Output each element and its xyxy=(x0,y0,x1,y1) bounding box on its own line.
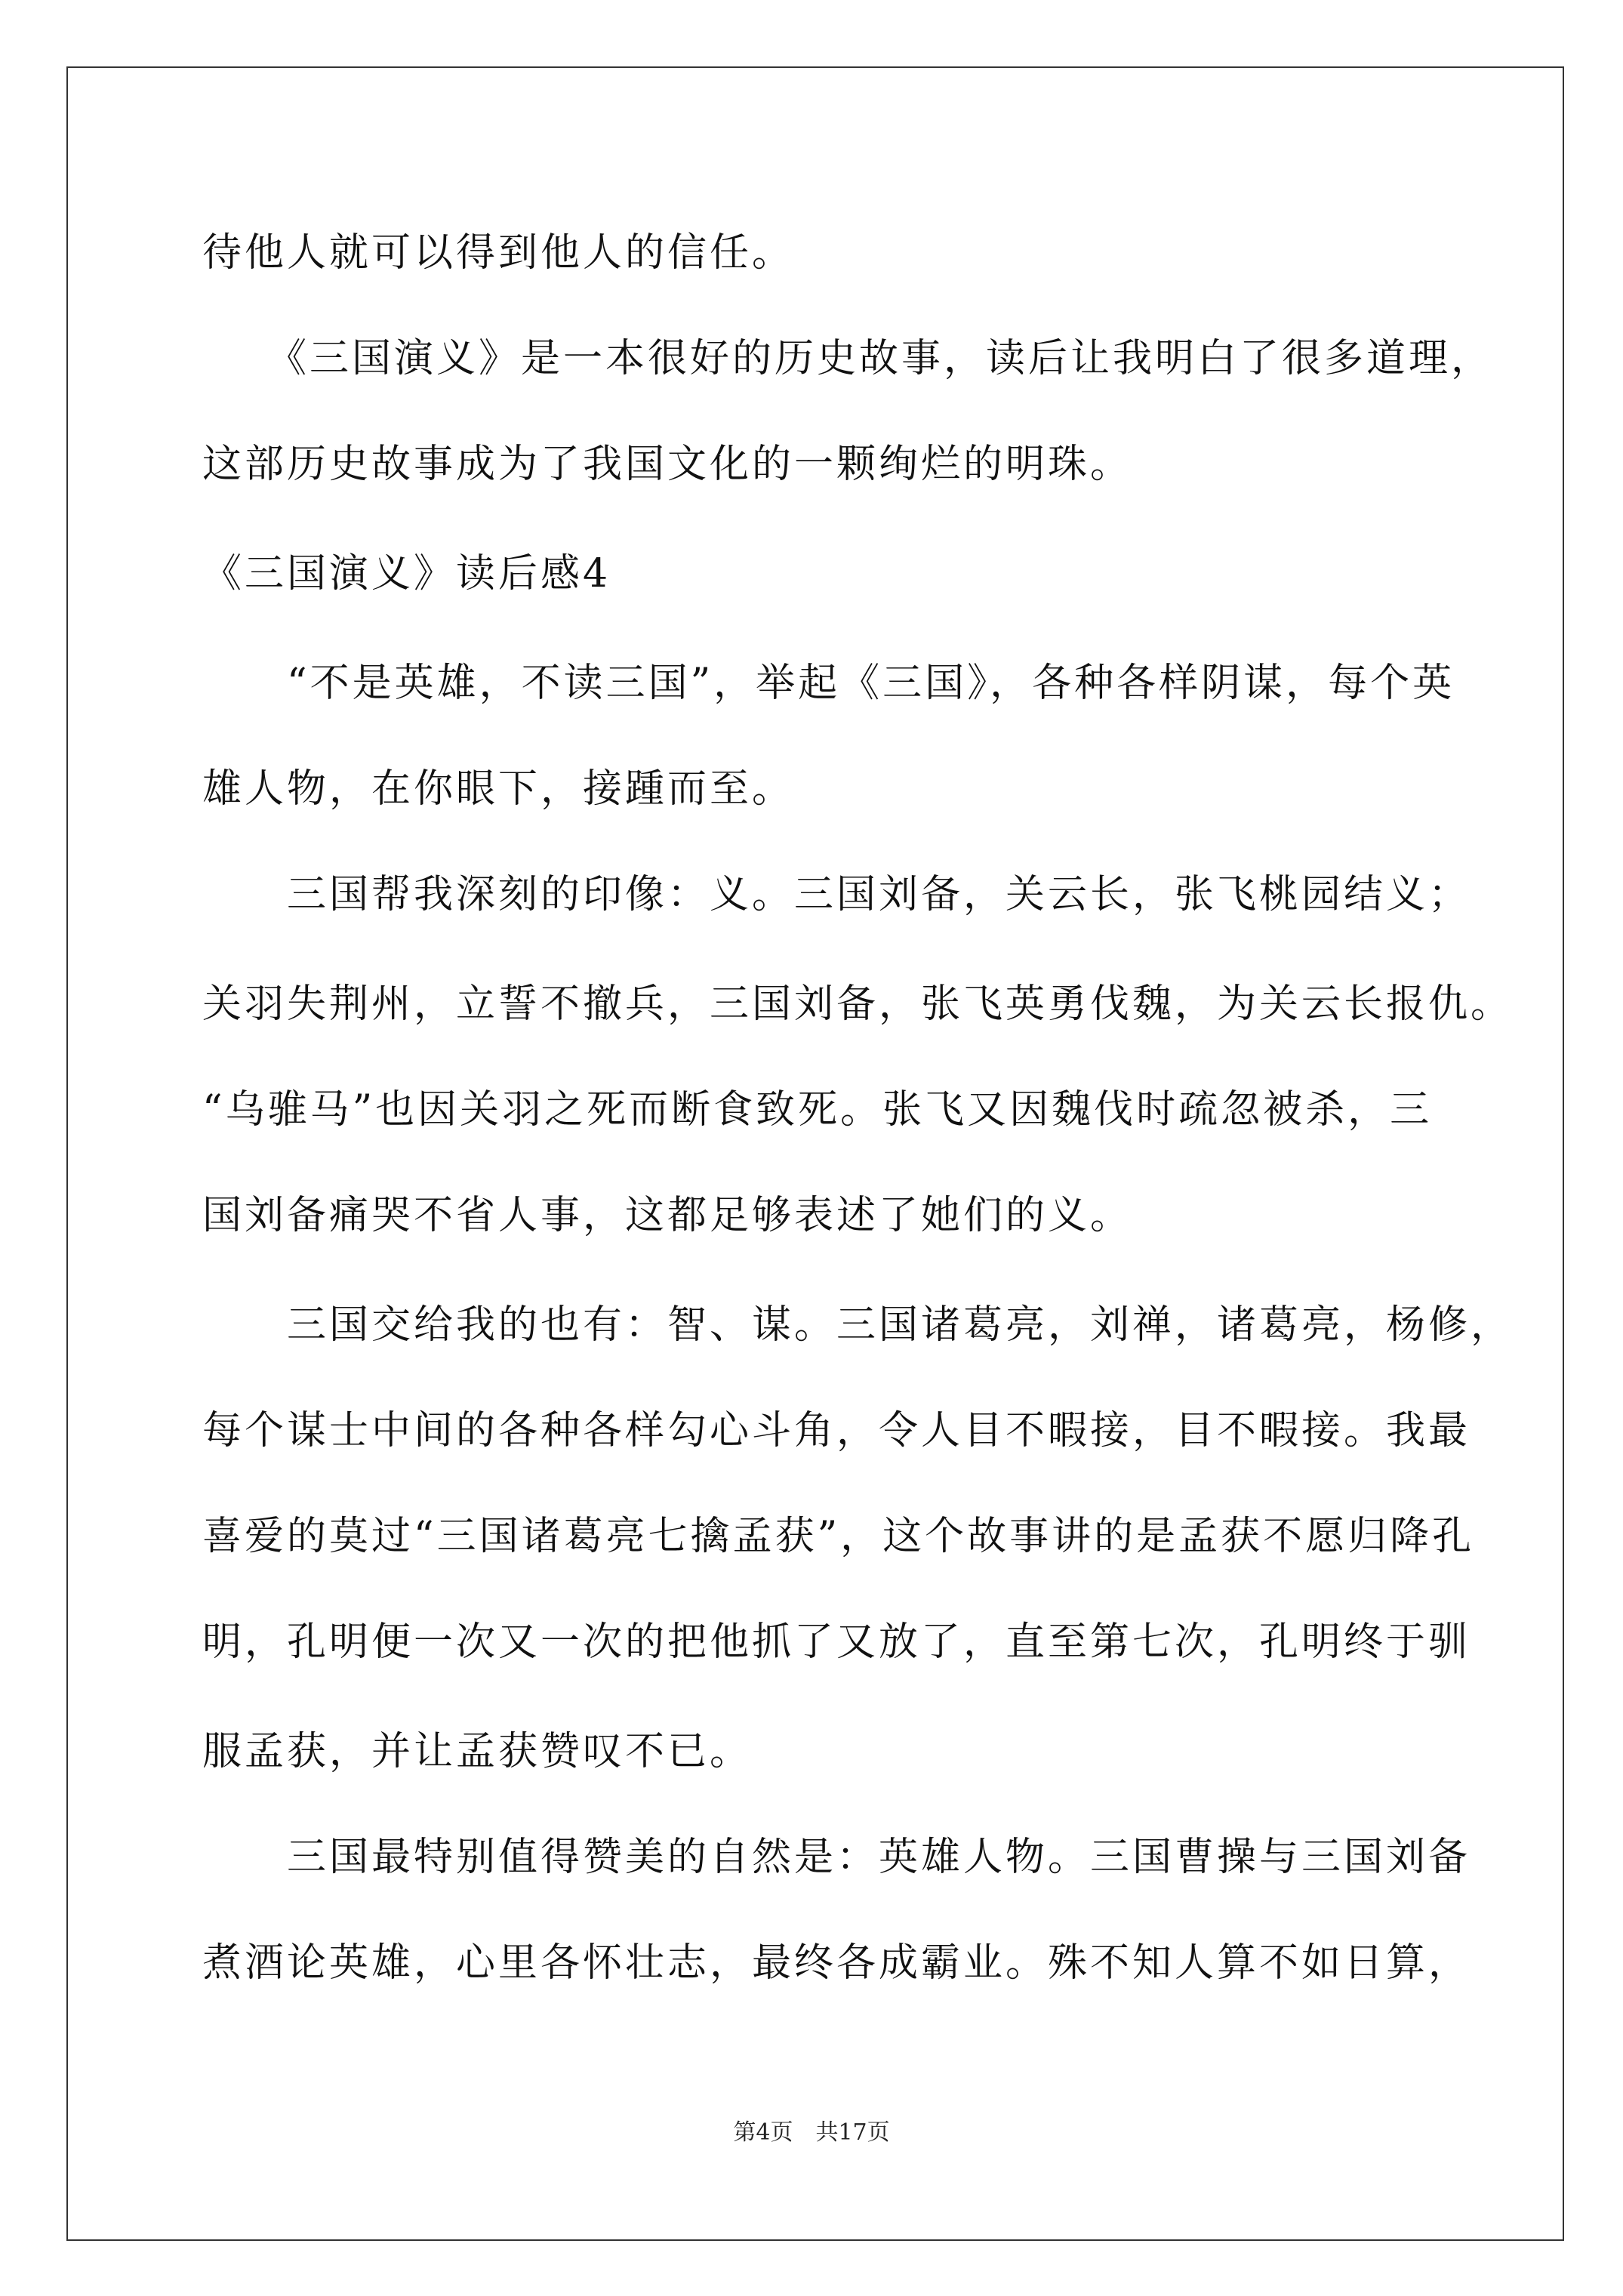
text-line: 三国帮我深刻的印像：义。三国刘备，关云长，张飞桃园结义； xyxy=(202,872,1471,917)
text-line: 《三国演义》是一本很好的历史故事，读后让我明白了很多道理， xyxy=(202,336,1494,381)
text-line: 煮酒论英雄，心里各怀壮志，最终各成霸业。殊不知人算不如日算， xyxy=(202,1940,1471,1986)
text-line: 待他人就可以得到他人的信任。 xyxy=(202,230,795,276)
text-line: 国刘备痛哭不省人事，这都足够表述了她们的义。 xyxy=(202,1193,1133,1238)
text-line: “乌骓马”也因关羽之死而断食致死。张飞又因魏伐时疏忽被杀，三 xyxy=(202,1087,1433,1133)
text-line: 三国交给我的也有：智、谋。三国诸葛亮，刘禅，诸葛亮，杨修， xyxy=(202,1302,1514,1348)
text-line: 服孟获，并让孟获赞叹不已。 xyxy=(202,1729,753,1774)
text-line: 雄人物，在你眼下，接踵而至。 xyxy=(202,766,795,812)
text-line: 每个谋士中间的各种各样勾心斗角，令人目不暇接，目不暇接。我最 xyxy=(202,1408,1471,1453)
text-line: “不是英雄，不读三国”，举起《三国》，各种各样阴谋，每个英 xyxy=(202,661,1455,706)
text-line: 关羽失荆州，立誓不撤兵，三国刘备，张飞英勇伐魏，为关云长报仇。 xyxy=(202,982,1514,1027)
page-footer: 第4页 共17页 xyxy=(733,2119,890,2146)
text-line: 明，孔明便一次又一次的把他抓了又放了，直至第七次，孔明终于驯 xyxy=(202,1620,1471,1665)
text-line: 三国最特别值得赞美的自然是：英雄人物。三国曹操与三国刘备 xyxy=(202,1835,1471,1880)
page-border xyxy=(66,66,1564,2241)
section-heading: 《三国演义》读后感4 xyxy=(202,551,611,596)
text-line: 这部历史故事成为了我国文化的一颗绚烂的明珠。 xyxy=(202,442,1133,487)
text-line: 喜爱的莫过“三国诸葛亮七擒孟获”，这个故事讲的是孟获不愿归降孔 xyxy=(202,1514,1475,1559)
